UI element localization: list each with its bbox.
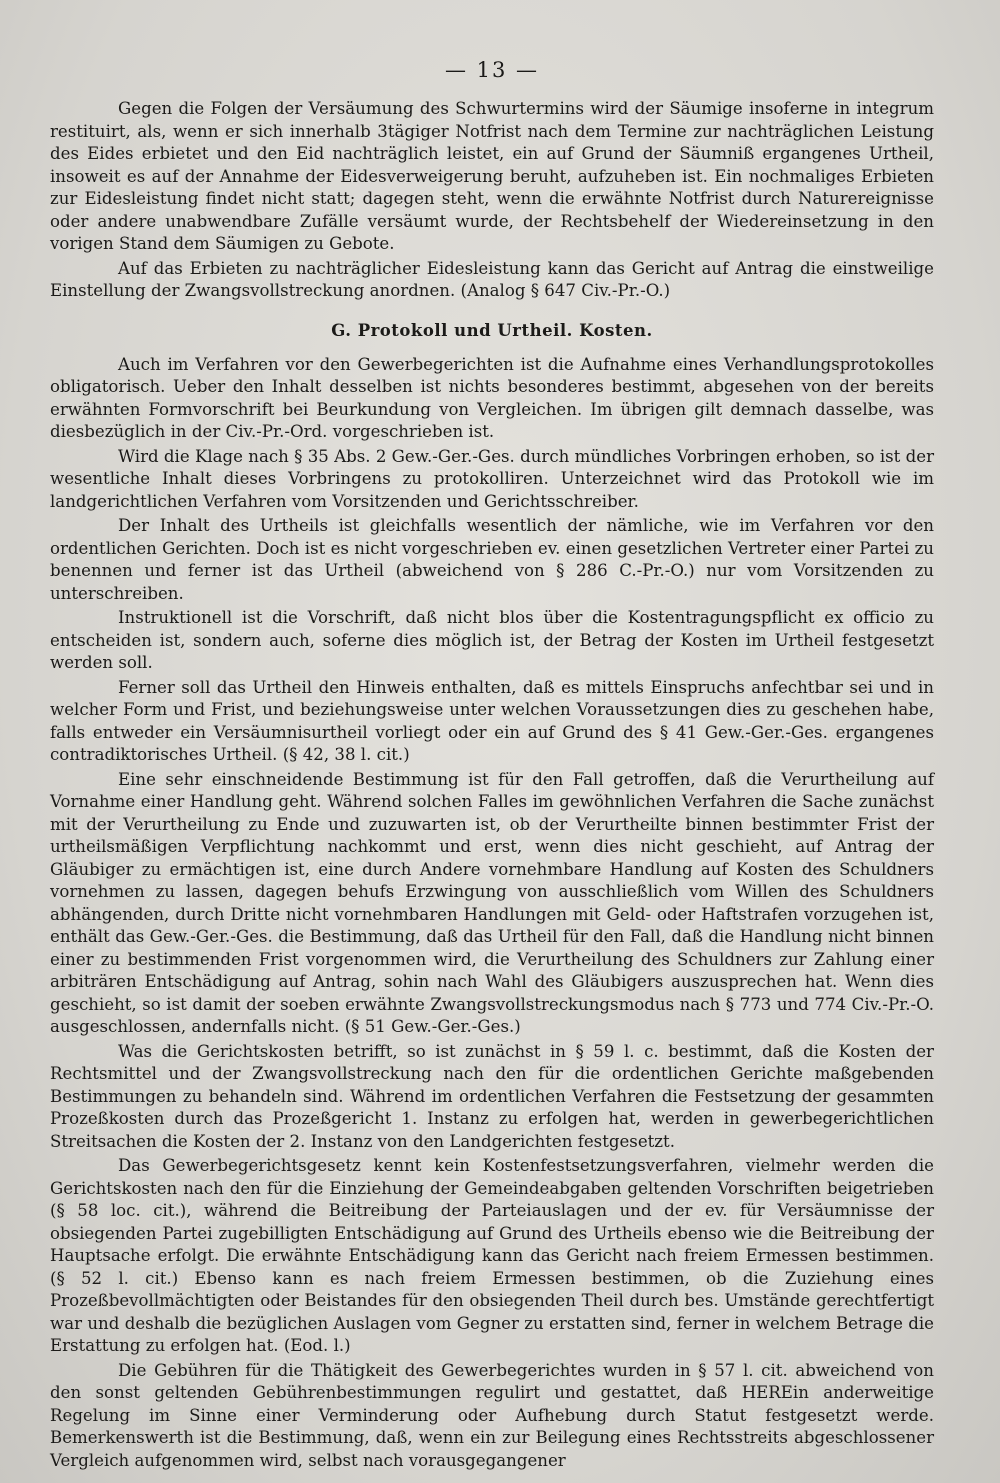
paragraph: Wird die Klage nach § 35 Abs. 2 Gew.-Ger.-Ges. durch mündliches Vorbringen erhoben, so ist der wesentliche Inhalt dieses Vorbringens zu protokolliren. Unterzeichnet wird das Protokoll wie im landgerichtlichen Verfahren vom Vorsitzenden und Gerichtsschreiber. xyxy=(50,446,934,511)
paragraph: Auf das Erbieten zu nachträglicher Eidesleistung kann das Gericht auf Antrag die einstweilige Einstellung der Zwangsvollstreckung anordnen. (Analog § 647 Civ.-Pr.-O.) xyxy=(50,258,934,300)
paragraph: Instruktionell ist die Vorschrift, daß nicht blos über die Kostentragungspflicht ex officio zu entscheiden ist, sondern auch, soferne dies möglich ist, der Betrag der Kosten im Urtheil festgesetzt werden soll. xyxy=(50,608,934,672)
paragraph: Ferner soll das Urtheil den Hinweis enthalten, daß es mittels Einspruchs anfechtbar sei und in welcher Form und Frist, und beziehungsweise unter welchen Voraussetzungen dies zu geschehen habe, falls entweder ein Versäumnisurtheil vorliegt oder ein auf Grund des § 41 Gew.-Ger.-Ges. ergangenes contradiktorisches Urtheil. (§ 42, 38 l. cit.) xyxy=(50,677,934,764)
body-text-top xyxy=(50,98,934,303)
body-text-bottom xyxy=(50,354,934,1473)
paragraph: Auch im Verfahren vor den Gewerbegerichten ist die Aufnahme eines Verhandlungsprotokolles obligatorisch. Ueber den Inhalt desselben ist nichts besonderes bestimmt, abgesehen von der bereits erwähnten Formvorschrift bei Beurkundung von Vergleichen. Im übrigen gilt demnach dasselbe, was diesbezüglich in der Civ.-Pr.-Ord. vorgeschrieben ist. xyxy=(50,354,934,441)
paragraph: Was die Gerichtskosten betrifft, so ist zunächst in § 59 l. c. bestimmt, daß die Kosten der Rechtsmittel und der Zwangsvollstreckung nach den für die ordentlichen Gerichte maßgebenden Bestimmungen zu behandeln sind. Während im ordentlichen Verfahren die Festsetzung der gesammten Prozeßkosten durch das Prozeßgericht 1. Instanz zu erfolgen hat, werden in gewerbegerichtlichen Streitsachen die Kosten der 2. Instanz von den Landgerichten festgesetzt. xyxy=(50,1041,934,1151)
section-heading: G. Protokoll und Urtheil. Kosten. xyxy=(331,320,653,340)
page-number: — 13 — xyxy=(444,58,540,82)
paragraph: Die Gebühren für die Thätigkeit des Gewerbegerichtes wurden in § 57 l. cit. abweichend von den sonst geltenden Gebührenbestimmungen regulirt und gestattet, daß HEREin anderweitige Regelung im Sinne einer Verminderung oder Aufhebung durch Statut festgesetzt werde. Bemerkenswerth ist die Bestimmung, daß, wenn ein zur Beilegung eines Rechtsstreits abgeschlossener Vergleich aufgenommen wird, selbst nach vorausgegangener xyxy=(50,1360,934,1470)
paragraph: Eine sehr einschneidende Bestimmung ist für den Fall getroffen, daß die Verurtheilung auf Vornahme einer Handlung geht. Während solchen Falles im gewöhnlichen Verfahren die Sache zunächst mit der Verurtheilung zu Ende und zuzuwarten ist, ob der Verurtheilte binnen bestimmter Frist der urtheilsmäßigen Verpflichtung nachkommt und erst, wenn dies nicht geschieht, auf Antrag der Gläubiger zu ermächtigen ist, eine durch Andere vornehmbare Handlung auf Kosten des Schuldners vornehmen zu lassen, dagegen behufs Erzwingung von ausschließlich vom Willen des Schuldners abhängenden, durch Dritte nicht vornehmbaren Handlungen mit Geld- oder Haftstrafen vorzugehen ist, enthält das Gew.-Ger.-Ges. die Bestimmung, daß das Urtheil für den Fall, daß die Handlung nicht binnen einer zu bestimmenden Frist vorgenommen wird, die Verurtheilung des Schuldners zur Zahlung einer arbiträren Entschädigung auf Antrag, sohin nach Wahl des Gläubigers auszusprechen hat. Wenn dies geschieht, so ist damit der soeben erwähnte Zwangsvollstreckungsmodus nach § 773 und 774 Civ.-Pr.-O. ausgeschlossen, andernfalls nicht. (§ 51 Gew.-Ger.-Ges.) xyxy=(50,769,934,1036)
paragraph: Der Inhalt des Urtheils ist gleichfalls wesentlich der nämliche, wie im Verfahren vor den ordentlichen Gerichten. Doch ist es nicht vorgeschrieben ev. einen gesetzlichen Vertreter einer Partei zu benennen und ferner ist das Urtheil (abweichend von § 286 C.-Pr.-O.) nur vom Vorsitzenden zu unterschreiben. xyxy=(50,516,934,603)
paragraph: Gegen die Folgen der Versäumung des Schwurtermins wird der Säumige insoferne in integrum restituirt, als, wenn er sich innerhalb 3tägiger Notfrist nach dem Termine zur nachträglichen Leistung des Eides erbietet und den Eid nachträglich leistet, ein auf Grund der Säumniß ergangenes Urtheil, insoweit es auf der Annahme der Eidesverweigerung beruht, aufzuheben ist. Ein nochmaliges Erbieten zur Eidesleistung findet nicht statt; dagegen steht, wenn die erwähnte Notfrist durch Naturereignisse oder andere unabwendbare Zufälle versäumt wurde, der Rechtsbehelf der Wiedereinsetzung in den vorigen Stand dem Säumigen zu Gebote. xyxy=(50,99,934,253)
paragraph: Das Gewerbegerichtsgesetz kennt kein Kostenfestsetzungsverfahren, vielmehr werden die Gerichtskosten nach den für die Einziehung der Gemeindeabgaben geltenden Vorschriften beigetrieben (§ 58 loc. cit.), während die Beitreibung der Parteiauslagen und der ev. für Versäumnisse der obsiegenden Partei zugebilligten Entschädigung auf Grund des Urtheils ebenso wie die Beitreibung der Hauptsache erfolgt. Die erwähnte Entschädigung kann das Gericht nach freiem Ermessen bestimmen. (§ 52 l. cit.) Ebenso kann es nach freiem Ermessen bestimmen, ob die Zuziehung eines Prozeßbevollmächtigten oder Beistandes für den obsiegenden Theil durch bes. Umstände gerechtfertigt war und deshalb die bezüglichen Auslagen vom Gegner zu erstatten sind, ferner in welchem Betrage die Erstattung zu erfolgen hat. (Eod. l.) xyxy=(50,1156,934,1355)
